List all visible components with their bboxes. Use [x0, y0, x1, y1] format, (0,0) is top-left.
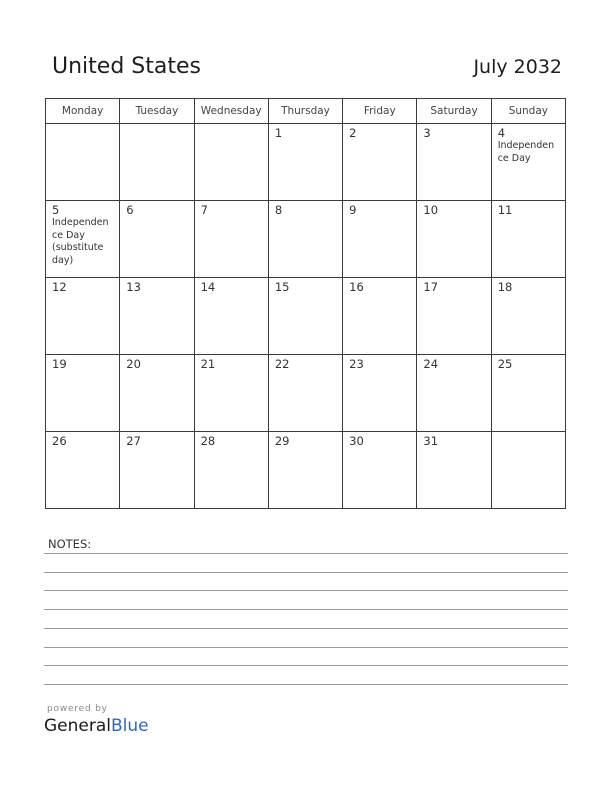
day-number: 1 [274, 126, 283, 140]
day-number: 15 [274, 280, 290, 294]
day-number: 14 [200, 280, 216, 294]
day-cell [417, 201, 491, 278]
country-title: United States [52, 54, 201, 79]
day-cell [194, 355, 268, 432]
weekday-header: Wednesday [194, 99, 268, 124]
day-number: 7 [200, 203, 208, 217]
day-number: 10 [423, 203, 439, 217]
weekday-header: Friday [343, 99, 417, 124]
calendar-grid [45, 98, 566, 509]
day-cell [491, 124, 565, 201]
holiday-label: Independen ce Day [497, 140, 555, 164]
week-row [46, 355, 566, 432]
day-cell [46, 201, 120, 278]
day-number: 27 [126, 434, 141, 448]
day-cell [268, 201, 342, 278]
brand-general: General [44, 716, 111, 736]
day-number: 30 [349, 434, 364, 448]
day-cell [343, 278, 417, 355]
day-cell [46, 355, 120, 432]
day-cell [417, 355, 491, 432]
day-cell [194, 432, 268, 509]
note-line [44, 665, 568, 666]
day-number: 29 [274, 434, 290, 448]
day-cell [194, 124, 268, 201]
day-number: 6 [126, 203, 134, 217]
day-number: 20 [126, 357, 141, 371]
day-cell [491, 201, 565, 278]
day-cell [120, 124, 194, 201]
day-number [120, 124, 193, 127]
day-number: 25 [497, 357, 513, 371]
day-cell [46, 432, 120, 509]
week-row [46, 124, 566, 201]
day-cell [268, 432, 342, 509]
day-cell [194, 201, 268, 278]
day-cell [268, 355, 342, 432]
day-number [46, 124, 119, 127]
day-cell [46, 124, 120, 201]
day-number: 19 [52, 357, 67, 371]
weekday-header: Tuesday [120, 99, 194, 124]
day-number: 5 [52, 203, 60, 217]
weekday-header: Thursday [268, 99, 342, 124]
day-cell [46, 278, 120, 355]
day-number: 22 [274, 357, 290, 371]
note-line [44, 572, 568, 573]
powered-by-text: powered by [47, 704, 108, 714]
week-row [46, 432, 566, 509]
day-cell [120, 355, 194, 432]
day-number: 16 [349, 280, 364, 294]
day-cell [491, 432, 565, 509]
brand-logo [44, 716, 149, 736]
day-number: 8 [274, 203, 283, 217]
week-row [46, 201, 566, 278]
day-number: 12 [52, 280, 67, 294]
weekday-header: Saturday [417, 99, 491, 124]
day-number: 21 [200, 357, 216, 371]
note-line [44, 647, 568, 648]
day-number: 24 [423, 357, 439, 371]
day-cell [343, 124, 417, 201]
day-number [195, 124, 268, 127]
weekday-header-row [46, 99, 566, 124]
note-line [44, 553, 568, 554]
day-cell [120, 278, 194, 355]
day-cell [120, 201, 194, 278]
day-number: 17 [423, 280, 439, 294]
brand-blue: Blue [111, 716, 149, 736]
day-cell [194, 278, 268, 355]
day-cell [343, 432, 417, 509]
day-number: 13 [126, 280, 141, 294]
day-number: 23 [349, 357, 364, 371]
day-number [492, 432, 565, 435]
day-number: 28 [200, 434, 216, 448]
day-cell [343, 355, 417, 432]
day-number: 11 [497, 203, 513, 217]
day-cell [120, 432, 194, 509]
note-line [44, 609, 568, 610]
day-cell [417, 278, 491, 355]
month-year-title: July 2032 [473, 56, 562, 78]
day-number: 2 [349, 126, 357, 140]
weekday-header: Sunday [491, 99, 565, 124]
day-cell [268, 124, 342, 201]
day-cell [343, 201, 417, 278]
week-row [46, 278, 566, 355]
day-number: 26 [52, 434, 67, 448]
day-number: 18 [497, 280, 513, 294]
notes-label: NOTES: [48, 537, 92, 551]
day-cell [491, 278, 565, 355]
day-cell [491, 355, 565, 432]
day-number: 3 [423, 126, 431, 140]
note-line [44, 684, 568, 685]
day-number: 9 [349, 203, 357, 217]
note-line [44, 590, 568, 591]
day-number: 4 [497, 126, 506, 140]
weekday-header: Monday [46, 99, 120, 124]
holiday-label: Independen ce Day (substitute day) [52, 217, 109, 266]
day-number: 31 [423, 434, 439, 448]
day-cell [417, 432, 491, 509]
day-cell [417, 124, 491, 201]
day-cell [268, 278, 342, 355]
note-line [44, 628, 568, 629]
